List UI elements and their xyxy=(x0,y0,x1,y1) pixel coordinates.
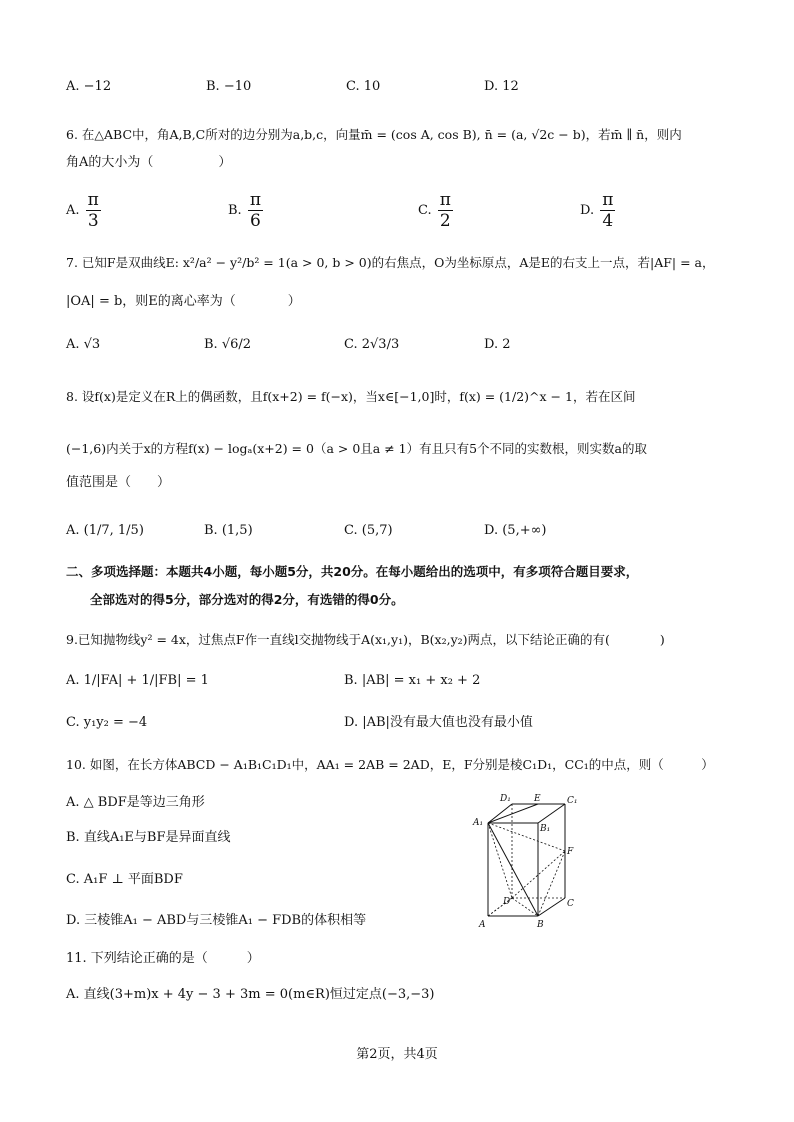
label-a: A xyxy=(479,920,486,930)
q9-stem: 9.已知抛物线y² = 4x，过焦点F作一直线l交抛物线于A(x₁,y₁)，B(x₂,y₂)两点，以下结论正确的有( ) xyxy=(66,632,665,647)
q10-option-c: C. A₁F ⊥ 平面BDF xyxy=(66,872,183,887)
q10-stem: 10. 如图，在长方体ABCD − A₁B₁C₁D₁中，AA₁ = 2AB = 2AD，E，F分别是棱C₁D₁，CC₁的中点，则（ ） xyxy=(66,757,714,772)
q6-option-d: D. $\frac{\pi}{4}$ xyxy=(580,190,614,231)
page-footer: 第2页，共4页 xyxy=(356,1047,438,1062)
q10-option-b: B. 直线A₁E与BF是异面直线 xyxy=(66,830,231,845)
q6-option-a: A. $\frac{\pi}{3}$ xyxy=(66,190,99,231)
q9-option-b: B. |AB| = x₁ + x₂ + 2 xyxy=(344,673,481,688)
label-b: B xyxy=(537,920,544,930)
q7-option-a: A. √3 xyxy=(66,337,101,352)
q8-stem-line2: (−1,6)内关于x的方程f(x) − logₐ(x+2) = 0（a > 0且a ≠ 1）有且只有5个不同的实数根，则实数a的取 xyxy=(66,441,648,456)
label-a1: A₁ xyxy=(473,818,484,828)
q5-option-d: D. 12 xyxy=(484,79,519,94)
q8-option-a: A. (1/7, 1/5) xyxy=(66,523,144,538)
label-c: C xyxy=(567,899,574,909)
cuboid-figure xyxy=(470,790,590,930)
q11-stem: 11. 下列结论正确的是（ ） xyxy=(66,951,260,966)
q9-option-d: D. |AB|没有最大值也没有最小值 xyxy=(344,715,533,730)
label-f: F xyxy=(567,847,574,857)
q6-stem-line1: 6. 在△ABC中，角A,B,C所对的边分别为a,b,c，向量m̄ = (cos A, cos B), n̄ = (a, √2c − b)，若m̄ ∥ n̄，则内 xyxy=(66,127,682,142)
q5-option-c: C. 10 xyxy=(346,79,381,94)
q6-option-c: C. $\frac{\pi}{2}$ xyxy=(418,190,451,231)
section2-instructions: 全部选对的得5分，部分选对的得2分，有选错的得0分。 xyxy=(90,592,404,607)
label-c1: C₁ xyxy=(567,796,578,806)
section2-heading: 二、多项选择题：本题共4小题，每小题5分，共20分。在每小题给出的选项中，有多项符合题目要求， xyxy=(66,564,639,579)
label-d: D xyxy=(503,897,511,907)
q7-stem-line2: |OA| = b，则E的离心率为（ ） xyxy=(66,294,301,309)
q7-option-c: C. 2√3/3 xyxy=(344,337,400,352)
q9-option-a: A. 1/|FA| + 1/|FB| = 1 xyxy=(66,673,209,688)
q6-option-b: B. $\frac{\pi}{6}$ xyxy=(228,190,262,231)
q11-option-a: A. 直线(3+m)x + 4y − 3 + 3m = 0(m∈R)恒过定点(−3,−3) xyxy=(66,987,435,1002)
q7-option-b: B. √6/2 xyxy=(204,337,252,352)
q9-option-c: C. y₁y₂ = −4 xyxy=(66,715,148,730)
q8-option-c: C. (5,7) xyxy=(344,523,393,538)
label-d1: D₁ xyxy=(500,794,511,804)
q5-option-b: B. −10 xyxy=(206,79,252,94)
q8-option-d: D. (5,+∞) xyxy=(484,523,547,538)
q7-option-d: D. 2 xyxy=(484,337,511,352)
label-e: E xyxy=(534,794,541,804)
q7-stem-line1: 7. 已知F是双曲线E: x²/a² − y²/b² = 1(a > 0, b > 0)的右焦点，O为坐标原点，A是E的右支上一点，若|AF| = a， xyxy=(66,255,715,270)
q5-option-a: A. −12 xyxy=(66,79,112,94)
q8-option-b: B. (1,5) xyxy=(204,523,253,538)
q10-option-d: D. 三棱锥A₁ − ABD与三棱锥A₁ − FDB的体积相等 xyxy=(66,913,367,928)
label-b1: B₁ xyxy=(540,824,551,834)
q6-stem-line2: 角A的大小为（ ） xyxy=(66,155,232,170)
q10-option-a: A. △ BDF是等边三角形 xyxy=(66,795,205,810)
q8-stem-line3: 值范围是（ ） xyxy=(66,475,171,490)
q8-stem-line1: 8. 设f(x)是定义在R上的偶函数，且f(x+2) = f(−x)，当x∈[−1,0]时，f(x) = (1/2)^x − 1，若在区间 xyxy=(66,389,636,404)
